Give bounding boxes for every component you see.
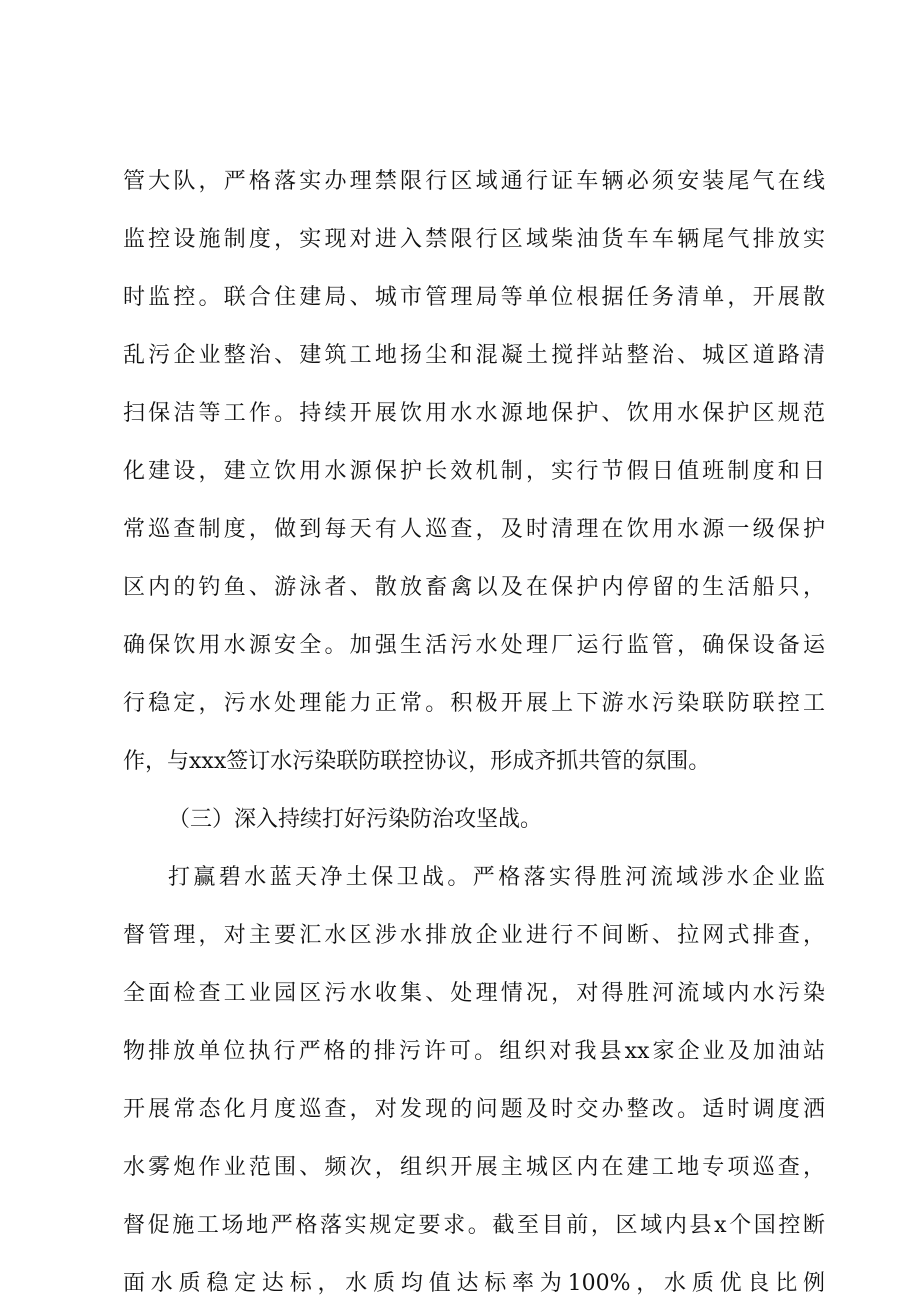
text-line: 区内的钓鱼、游泳者、散放畜禽以及在保护内停留的生活船只， bbox=[123, 575, 825, 600]
text-line: 全面检查工业园区污水收集、处理情况，对得胜河流域内水污染 bbox=[123, 981, 825, 1006]
text-line: 物排放单位执行严格的排污许可。组织对我县xx家企业及加油站 bbox=[123, 1039, 825, 1064]
text-line: 乱污企业整治、建筑工地扬尘和混凝土搅拌站整治、城区道路清 bbox=[123, 343, 825, 368]
text-line: 督促施工场地严格落实规定要求。截至目前，区域内县x个国控断 bbox=[123, 1213, 825, 1238]
text-line: 确保饮用水源安全。加强生活污水处理厂运行监管，确保设备运 bbox=[123, 633, 825, 658]
text-line: 水雾炮作业范围、频次，组织开展主城区内在建工地专项巡查， bbox=[123, 1155, 825, 1180]
text-line: 督管理，对主要汇水区涉水排放企业进行不间断、拉网式排查， bbox=[123, 923, 825, 948]
text-line: 监控设施制度，实现对进入禁限行区域柴油货车车辆尾气排放实 bbox=[123, 227, 825, 252]
text-line: 作，与xxx签订水污染联防联控协议，形成齐抓共管的氛围。 bbox=[123, 749, 711, 774]
text-line: 化建设，建立饮用水源保护长效机制，实行节假日值班制度和日 bbox=[123, 459, 825, 484]
text-line: 行稳定，污水处理能力正常。积极开展上下游水污染联防联控工 bbox=[123, 691, 825, 716]
text-line: 时监控。联合住建局、城市管理局等单位根据任务清单，开展散 bbox=[123, 285, 825, 310]
section-heading: （三）深入持续打好污染防治攻坚战。 bbox=[168, 807, 543, 832]
text-line: 开展常态化月度巡查，对发现的问题及时交办整改。适时调度洒 bbox=[123, 1097, 825, 1122]
text-line: 扫保洁等工作。持续开展饮用水水源地保护、饮用水保护区规范 bbox=[123, 401, 825, 426]
text-line: 管大队，严格落实办理禁限行区域通行证车辆必须安装尾气在线 bbox=[123, 169, 825, 194]
text-line: 面水质稳定达标，水质均值达标率为100%，水质优良比例 bbox=[123, 1271, 825, 1296]
text-line: 打赢碧水蓝天净土保卫战。严格落实得胜河流域涉水企业监 bbox=[168, 865, 825, 890]
text-line: 常巡查制度，做到每天有人巡查，及时清理在饮用水源一级保护 bbox=[123, 517, 825, 542]
